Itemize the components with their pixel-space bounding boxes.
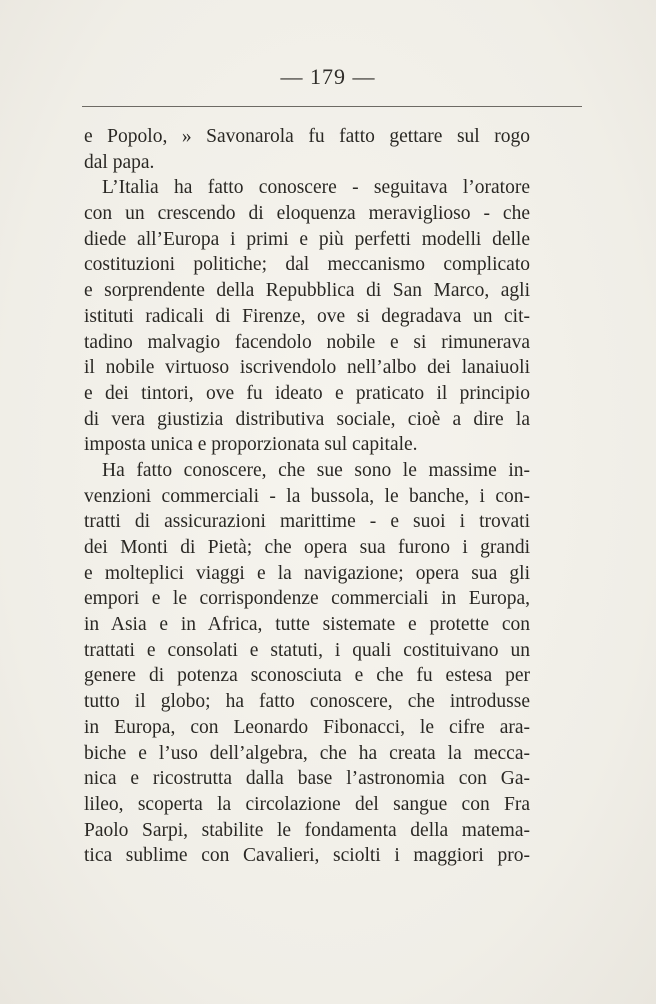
body-text	[84, 124, 530, 869]
text-line: Ha fatto conoscere, che sue sono le massime in-	[102, 459, 530, 481]
text-line: e dei tintori, ove fu ideato e praticato il principio	[84, 382, 530, 404]
text-line: in Europa, con Leonardo Fibonacci, le cifre ara-	[84, 716, 530, 738]
text-line: tratti di assicurazioni marittime - e suoi i trovati	[84, 511, 530, 533]
page-number: — 179 —	[280, 64, 376, 89]
text-line: con un crescendo di eloquenza meraviglioso - che	[84, 203, 530, 225]
text-line: venzioni commerciali - la bussola, le banche, i con-	[84, 485, 530, 507]
text-line: trattati e consolati e statuti, i quali costituivano un	[84, 639, 530, 661]
text-line: e Popolo, » Savonarola fu fatto gettare sul rogo	[84, 126, 530, 147]
text-line: e molteplici viaggi e la navigazione; opera sua gli	[84, 562, 530, 584]
text-line: e sorprendente della Repubblica di San Marco, agli	[84, 280, 530, 302]
text-line: dei Monti di Pietà; che opera sua furono i grandi	[84, 537, 530, 558]
text-line: costituzioni politiche; dal meccanismo complicato	[84, 254, 530, 276]
text-line: empori e le corrispondenze commerciali in Europa,	[84, 588, 530, 610]
text-line: nica e ricostrutta dalla base l’astronomia con Ga-	[84, 768, 530, 790]
text-line: in Asia e in Africa, tutte sistemate e protette con	[84, 614, 530, 636]
text-line: Paolo Sarpi, stabilite le fondamenta della matema-	[84, 819, 530, 841]
text-line: dal papa.	[84, 151, 155, 173]
text-line: biche e l’uso dell’algebra, che ha creata la mecca-	[84, 742, 530, 764]
header-rule	[82, 106, 582, 107]
text-line: imposta unica e proporzionata sul capitale.	[84, 434, 418, 456]
text-line: istituti radicali di Firenze, ove si degradava un cit-	[84, 305, 530, 327]
text-line: lileo, scoperta la circolazione del sangue con Fra	[84, 793, 530, 815]
text-line: il nobile virtuoso iscrivendolo nell’albo dei lanaiuoli	[84, 357, 530, 379]
text-line: tica sublime con Cavalieri, sciolti i maggiori pro-	[84, 845, 530, 867]
text-line: diede all’Europa i primi e più perfetti modelli delle	[84, 228, 530, 250]
text-line: tutto il globo; ha fatto conoscere, che introdusse	[84, 691, 530, 713]
text-line: tadino malvagio facendolo nobile e si rimunerava	[84, 331, 530, 353]
text-line: L’Italia ha fatto conoscere - seguitava l’oratore	[102, 177, 530, 199]
text-line: di vera giustizia distributiva sociale, cioè a dire la	[84, 408, 530, 430]
text-line: genere di potenza sconosciuta e che fu estesa per	[84, 665, 530, 687]
